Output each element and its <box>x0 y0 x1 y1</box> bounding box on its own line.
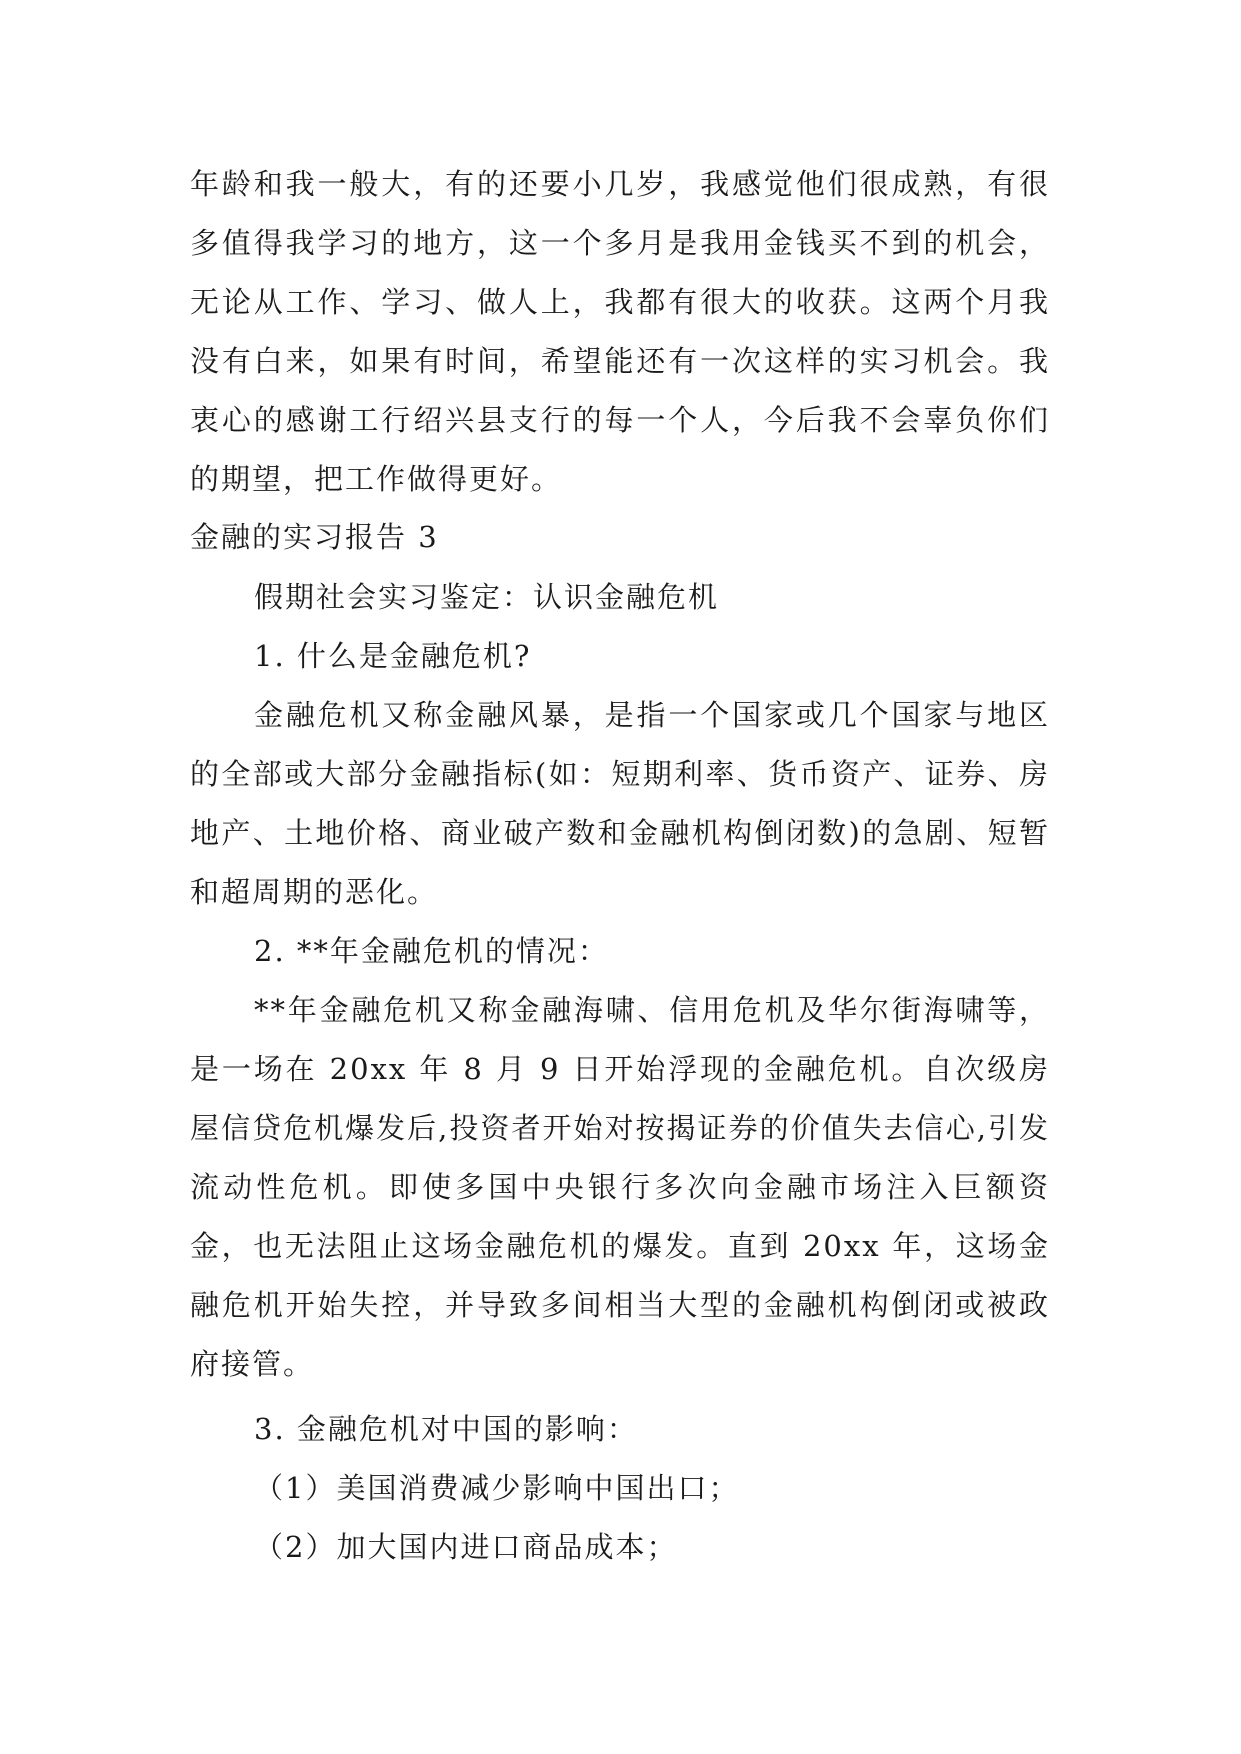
report-body <box>190 568 1050 1577</box>
section-heading: 金融的实习报告 3 <box>190 520 439 554</box>
continuation-paragraph: 年龄和我一般大，有的还要小几岁，我感觉他们很成熟，有很多值得我学习的地方，这一个多月是我用金钱买不到的机会，无论从工作、学习、做人上，我都有很大的收获。这两个月我没有白来，如果有时间，希望能还有一次这样的实习机会。我衷心的感谢工行绍兴县支行的每一个人，今后我不会辜负你们的期望，把工作做得更好。 <box>190 167 1050 496</box>
report-subtitle: 假期社会实习鉴定：认识金融危机 <box>254 580 720 614</box>
impact-list-item: （2）加大国内进口商品成本； <box>254 1530 678 1564</box>
question-1-title: 1. 什么是金融危机? <box>254 639 532 673</box>
question-2-body: **年金融危机又称金融海啸、信用危机及华尔街海啸等，是一场在 20xx 年 8 月 9 日开始浮现的金融危机。自次级房屋信贷危机爆发后,投资者开始对按揭证券的价值失去信心,引发流动性危机。即使多国中央银行多次向金融市场注入巨额资金，也无法阻止这场金融危机的爆发。直到 20xx 年，这场金融危机开始失控，并导致多间相当大型的金融机构倒闭或被政府接管。 <box>190 993 1050 1381</box>
question-3-title: 3. 金融危机对中国的影响： <box>254 1412 638 1446</box>
continuation-paragraph-block <box>190 155 1050 509</box>
question-2-title: 2. **年金融危机的情况： <box>254 934 609 968</box>
question-1-body: 金融危机又称金融风暴，是指一个国家或几个国家与地区的全部或大部分金融指标(如：短期利率、货币资产、证券、房地产、土地价格、商业破产数和金融机构倒闭数)的急剧、短暂和超周期的恶化。 <box>190 698 1050 909</box>
impact-list-item: （1）美国消费减少影响中国出口； <box>254 1471 740 1505</box>
